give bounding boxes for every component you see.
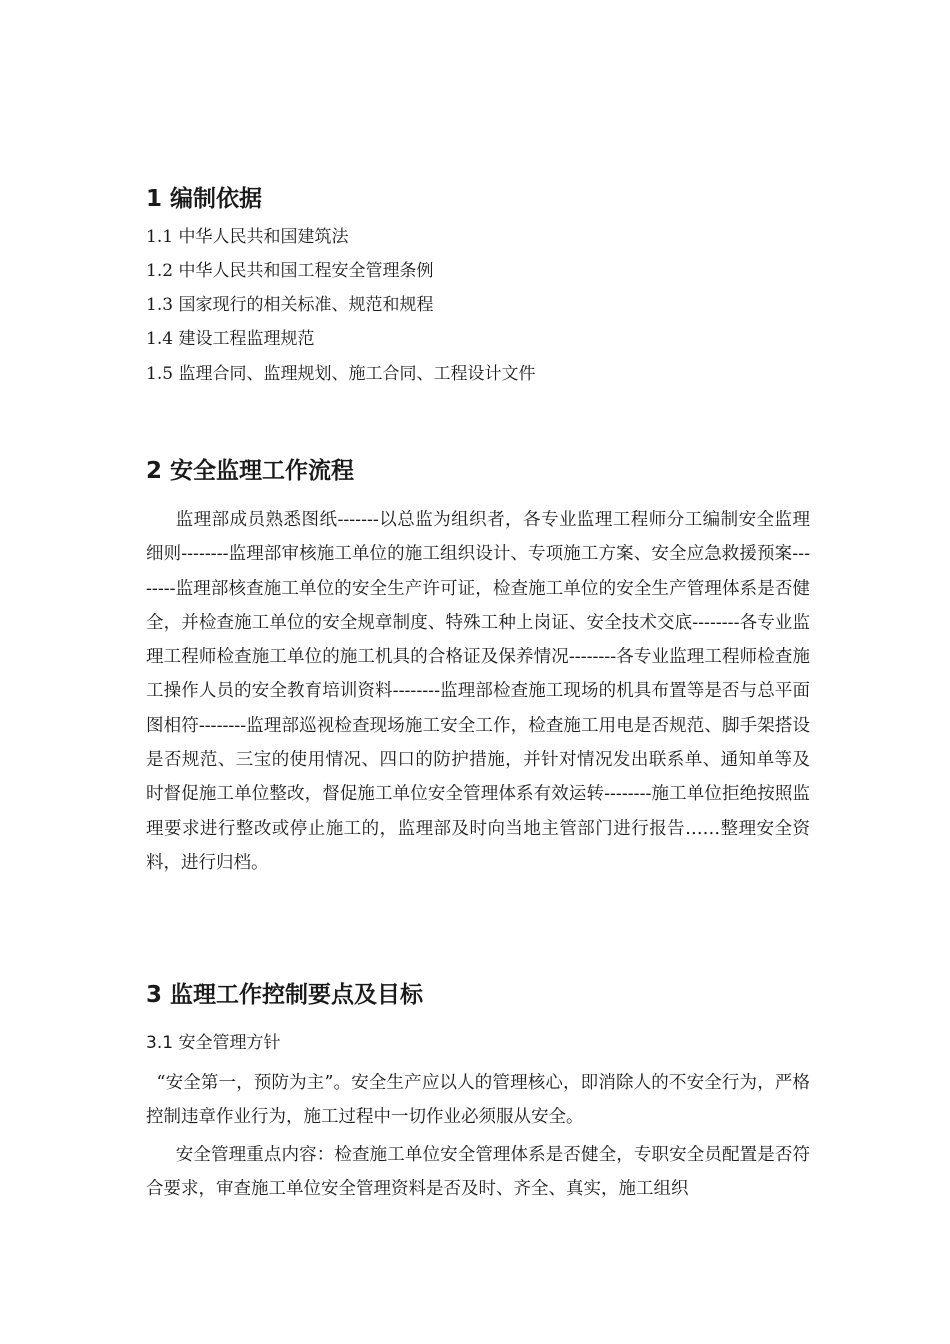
basis-item-3: 1.3 国家现行的相关标准、规范和规程 <box>146 295 434 315</box>
section-3-1-subheading: 3.1 安全管理方针 <box>146 1033 281 1053</box>
basis-item-1: 1.1 中华人民共和国建筑法 <box>146 227 349 247</box>
section-1-heading: 1 编制依据 <box>146 186 263 212</box>
section-3-heading: 3 监理工作控制要点及目标 <box>146 982 424 1008</box>
section-2-heading: 2 安全监理工作流程 <box>146 458 355 484</box>
workflow-paragraph: 监理部成员熟悉图纸-------以总监为组织者，各专业监理工程师分工编制安全监理细则--------监理部审核施工单位的施工组织设计、专项施工方案、安全应急救援预案--------监理部核查施工单位的安全生产许可证，检查施工单位的安全生产管理体系是否健全，并检查施工单位的安全规章制度、特殊工种上岗证、安全技术交底--------各专业监理工程师检查施工单位的施工机具的合格证及保养情况--------各专业监理工程师检查施工操作人员的安全教育培训资料--------监理部检查施工现场的机具布置等是否与总平面图相符--------监理部巡视检查现场施工安全工作，检查施工用电是否规范、脚手架搭设是否规范、三宝的使用情况、四口的防护措施，并针对情况发出联系单、通知单等及时督促施工单位整改，督促施工单位安全管理体系有效运转--------施工单位拒绝按照监理要求进行整改或停止施工的，监理部及时向当地主管部门进行报告……整理安全资料，进行归档。 <box>146 510 810 873</box>
basis-item-2: 1.2 中华人民共和国工程安全管理条例 <box>146 261 434 281</box>
policy-paragraph: “安全第一，预防为主”。安全生产应以人的管理核心，即消除人的不安全行为，严格控制违章作业行为，施工过程中一切作业必须服从安全。 <box>146 1073 810 1127</box>
basis-item-4: 1.4 建设工程监理规范 <box>146 329 315 349</box>
key-content-paragraph: 安全管理重点内容：检查施工单位安全管理体系是否健全，专职安全员配置是否符合要求，审查施工单位安全管理资料是否及时、齐全、真实，施工组织 <box>146 1145 810 1199</box>
basis-item-5: 1.5 监理合同、监理规划、施工合同、工程设计文件 <box>146 364 536 384</box>
